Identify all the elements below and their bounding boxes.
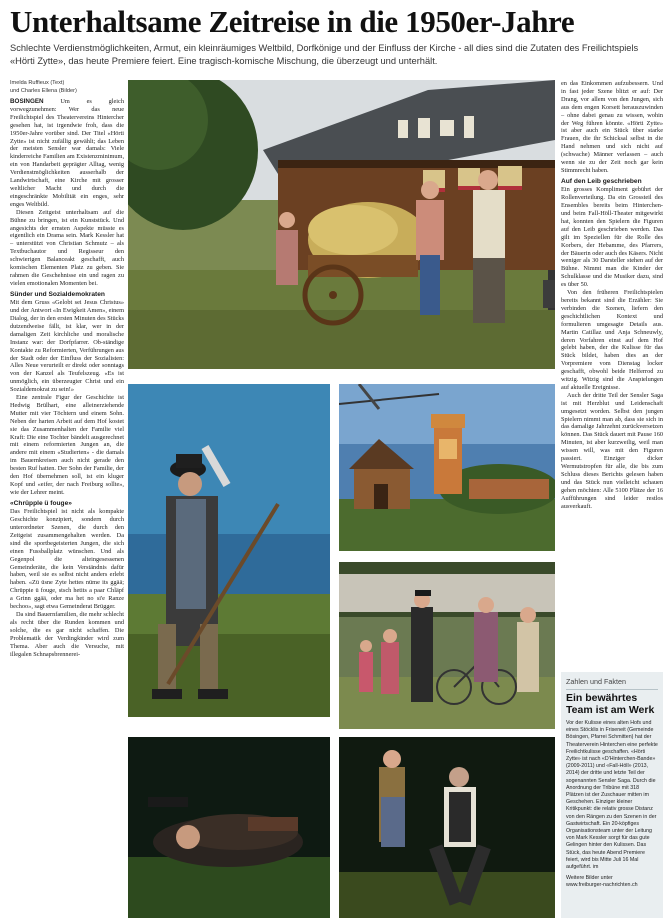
family-with-bicycle-photo xyxy=(339,562,555,729)
facts-box xyxy=(561,672,663,918)
paragraph xyxy=(10,98,124,209)
facts-kicker: Zahlen und Fakten xyxy=(566,677,658,690)
photo-illustration xyxy=(128,80,555,369)
paragraph: Ein grosses Kompliment gebührt der Rollenverteilung. Da ein Grossteil des Ensembles bereits beim Hinterchen- und beim Fall-Höll-Theater mitgewirkt hat, konnten den Spielern die Figuren auf den Leib geschrieben werden. Das gilt im Speziellen für die Rolle des Korbers, der Hebamme, des Pfarrers, der Bäuerin oder auch des Käsers. Nicht weniger als 30 Darsteller stehen auf der Bühne. Nimmt man die Kinder der Schulklasse und die Musiker dazu, sind es über 50. xyxy=(561,186,663,289)
article-column-4 xyxy=(561,80,663,666)
photo-illustration xyxy=(339,562,555,729)
credit-text: Imelda Ruffieux (Text) xyxy=(10,80,65,86)
subheading: «Chrüpple ü fouge» xyxy=(10,499,72,507)
paragraph: Von den früheren Freilichtspielen bereits bekannt sind die Erzähler: Sie verbinden die Szenen, liefern den geschichtlichen Kontext und formulieren umgesagte Details aus. Martin Catillaz und Anja Schneuwly, deren Vorfahren einst auf dem Hof gelebt haben, der die Kulisse für das Stück bildet, haben dies an der Vorpremiere vom Dienstag locker geschafft, obwohl beide Helferrod zu witzig. Witzig sind die Anspielungen auf aktuelle Ereignisse. xyxy=(561,289,663,391)
article-column-1 xyxy=(10,98,124,920)
facts-title: Ein bewährtes Team ist am Werk xyxy=(566,692,655,716)
website-link[interactable]: www.freiburger-nachrichten.ch xyxy=(566,882,638,889)
photo-illustration xyxy=(339,384,555,551)
subheading: Sünder und Sozialdemokraten xyxy=(10,290,105,298)
paragraph: en das Einkommen aufzubessern. Und in fast jeder Szene blitzt er auf: Der Drang, vor allem von den Jungen, sich aus dem engen Korsett herauszuwinden – ohne dabei genau zu wissen, wohin der Weg führen könnte. «Hörti Zytte» ist aber auch ein Stück über starke Frauen, die ihr Schicksal selbst in die Hand nehmen und sich nicht auf (schwache) Männer verlassen – auch wenn sie zu der Zeit noch gar kein Stimmrecht haben. xyxy=(561,80,663,174)
author-credits xyxy=(10,80,126,95)
paragraph-text: Um es gleich vorwegzunehmen: Wer das neue Freilichtspiel des Theatervereins Hintercher gesehen hat, ist irgendwie froh, dass die 1950er-Jahre vorüber sind. Der Titel «Hörti Zytte» ist nicht zufällig gewählt; das Leben der meisten Sensler war damals: Viele kinderreiche Familien am Existenzminimum, ein von Handarbeit geprägter Alltag, wenig Verdienstmöglichkeiten ausserhalb der Landwirtschaft, eine Kirche mit grosser weltlicher Macht und durch die eingeschränkte Mobilität ein enges, sehr enges Weltbild. xyxy=(10,98,124,208)
headline: Unterhaltsame Zeitreise in die 1950er-Jahre xyxy=(10,4,575,39)
more-photos-label: Weitere Bilder unter xyxy=(566,875,613,882)
photo-illustration xyxy=(339,737,555,918)
paragraph: Das Freilichtspiel ist nicht als kompakte Geschichte konzipiert, sondern durch unterordneter Szenen, die durch den Zeitgeist zusammengehalten werden. Da sind die sportbegeisterten Jungen, die sich einen Fussballplatz wünschen. Und als Gegenpol die alteingesessenen Gemeinderäte, die kein Verständnis dafür haben, weil sie es selbst nicht anders erlebt haben. «Zü üsne Zyte hettes nüme its ggää; Chrüppie ü fouge, stsch hetits a paar Chläpf a Grinn ggää, oder ma het no si'e Ranze bechoo», sagt etwa Gemeinderat Brügger. xyxy=(10,508,124,611)
haywagon-farm-scene-photo xyxy=(128,80,555,369)
photo-illustration xyxy=(128,384,330,717)
paragraph: Auch der dritte Teil der Sensler Saga ist mit Herzblut und Leidenschaft umgesetzt worden. Selbst den jungen Spielern nimmt man ab, dass sie sich in das damalige Jahrzehnt zurückversetzen können. Das Stück dauert mit Pause 160 Minuten, ist aber kurzweilig, weil man wissen will, was mit den Figuren passiert. Einziger dicker Wermutstropfen für alle, die bis zum Schluss dieses Berichts gelesen haben und das Stück nun vielleicht schauen gehen möchten: Alle 5100 Plätze der 16 Aufführungen sind leider restlos ausverkauft. xyxy=(561,391,663,510)
man-lying-on-ground-photo xyxy=(128,737,330,918)
woman-chasing-man-photo xyxy=(339,737,555,918)
paragraph: Da sind Bauernfamilien, die mehr schlecht als recht über die Runden kommen und solche, die es gar nicht schaffen. Die Problematik der Verdingkinder wird zum Thema. Aber auch die Versuche, mit illegalen Schnapsbrennerei- xyxy=(10,611,124,658)
dateline: BÖSINGEN xyxy=(10,98,44,105)
photo-illustration xyxy=(128,737,330,918)
paragraph: Diesen Zeitgeist unterhaltsam auf die Bühne zu bringen, ist ein Kunststück. Und angesichts der ernsten Aspekte müsste es eigentlich ein Drama sein. Mark Kessler hat – unterstützt von Christian Schmutz – als Textbuchautor und Regisseur den schwierigen Balanceakt geschafft, auch komischen Elementen Platz zu geben. Sie rahmen die Geschehnisse ein und ragen zu vielen emotionalen Momenten bei. xyxy=(10,208,124,287)
facts-body: Vor der Kulisse eines alten Hofs und eines Stöcklis in Friseneit (Gemeinde Bösingen, Pfarrei Schmitten) hat der Theaterverein Hinterchen eine perfekte Freilichtkulisse geschaffen. «Hörti Zytte» ist nach «D'Hinterchen-Bande» (2009-2011) und «Fall-Höll» (2013, 2014) der dritte und letzte Teil der sogenannten Sensler Saga. Durch die Anordnung der Tribüne mit 318 Plätzen ist der Zuschauer mitten im Geschehen. Einziger kleiner Kritikpunkt: die relativ grosse Distanz von den Rängen zu den Szenen in der Gastwirtschaft. Ein 20-köpfiges Organisationsteam unter der Leitung von Mark Kessler sorgt für das gute Gelingen hinter den Kulissen. Das Stück, das heute Abend Premiere feiert, wird bis Mitte Juli 16 Mal aufgeführt. im xyxy=(566,720,658,871)
paragraph: Eine zentrale Figur der Geschichte ist Hedwig Brülhart, eine alleinerziehende Mutter mit vier Töchtern und einem Sohn. Neben der harten Arbeit auf dem Hof kostet sie das Zusammenhalten der Familie viel Kraft: Die eine Tochter bändelt ausgerechnet mit einem reformierten Jungen an, die andere mit einem «Studierten» - die damals im Bauernkreisen auch nicht gerade den besten Ruf hatten. Der Sohn der Familie, der den Hof übernehmen soll, ist ein kluger Kopf und «eifer, der nach Freiburg sollte», wie der Lehrer meint. xyxy=(10,394,124,496)
credit-photos: und Charles Ellena (Bilder) xyxy=(10,87,77,94)
stage-set-wooden-house-photo xyxy=(339,384,555,551)
lead-paragraph: Schlechte Verdienstmöglichkeiten, Armut, ein kleinräumiges Weltbild, Dorfkönige und der Einfluss der Kirche - all dies sind die Zutaten des Freilichtspiels «Hörti Zytte», das heute Premiere feiert. Eine tragisch-komische Mischung, die überzeugt und unterhält. xyxy=(10,43,639,66)
subheading: Auf den Leib geschrieben xyxy=(561,177,642,185)
paragraph: Mit dem Gruss «Gelobt sei Jesus Christus» und der Antwort «In Ewigkeit Amen», einem Dialog, der in den ersten Minuten des Stücks dutzendweise fällt, ist klar, wer in der damaligen Zeit kirchliche und moralische Instanz war: der Dorfpfarrer. Ob-ständige Kontakte zu Reformierten, Verführungen aus der Stadt oder der Einfluss der Sozialisten: Alles Neue verurteilt er direkt oder sonntags von der Kanzel als Teufelszeug. «Es ist unmöglich, ein überzeugter Christ und ein Sozialdemokrat zu sein!» xyxy=(10,299,124,394)
man-drinking-from-bottle-photo xyxy=(128,384,330,717)
more-photos-note xyxy=(566,875,658,889)
